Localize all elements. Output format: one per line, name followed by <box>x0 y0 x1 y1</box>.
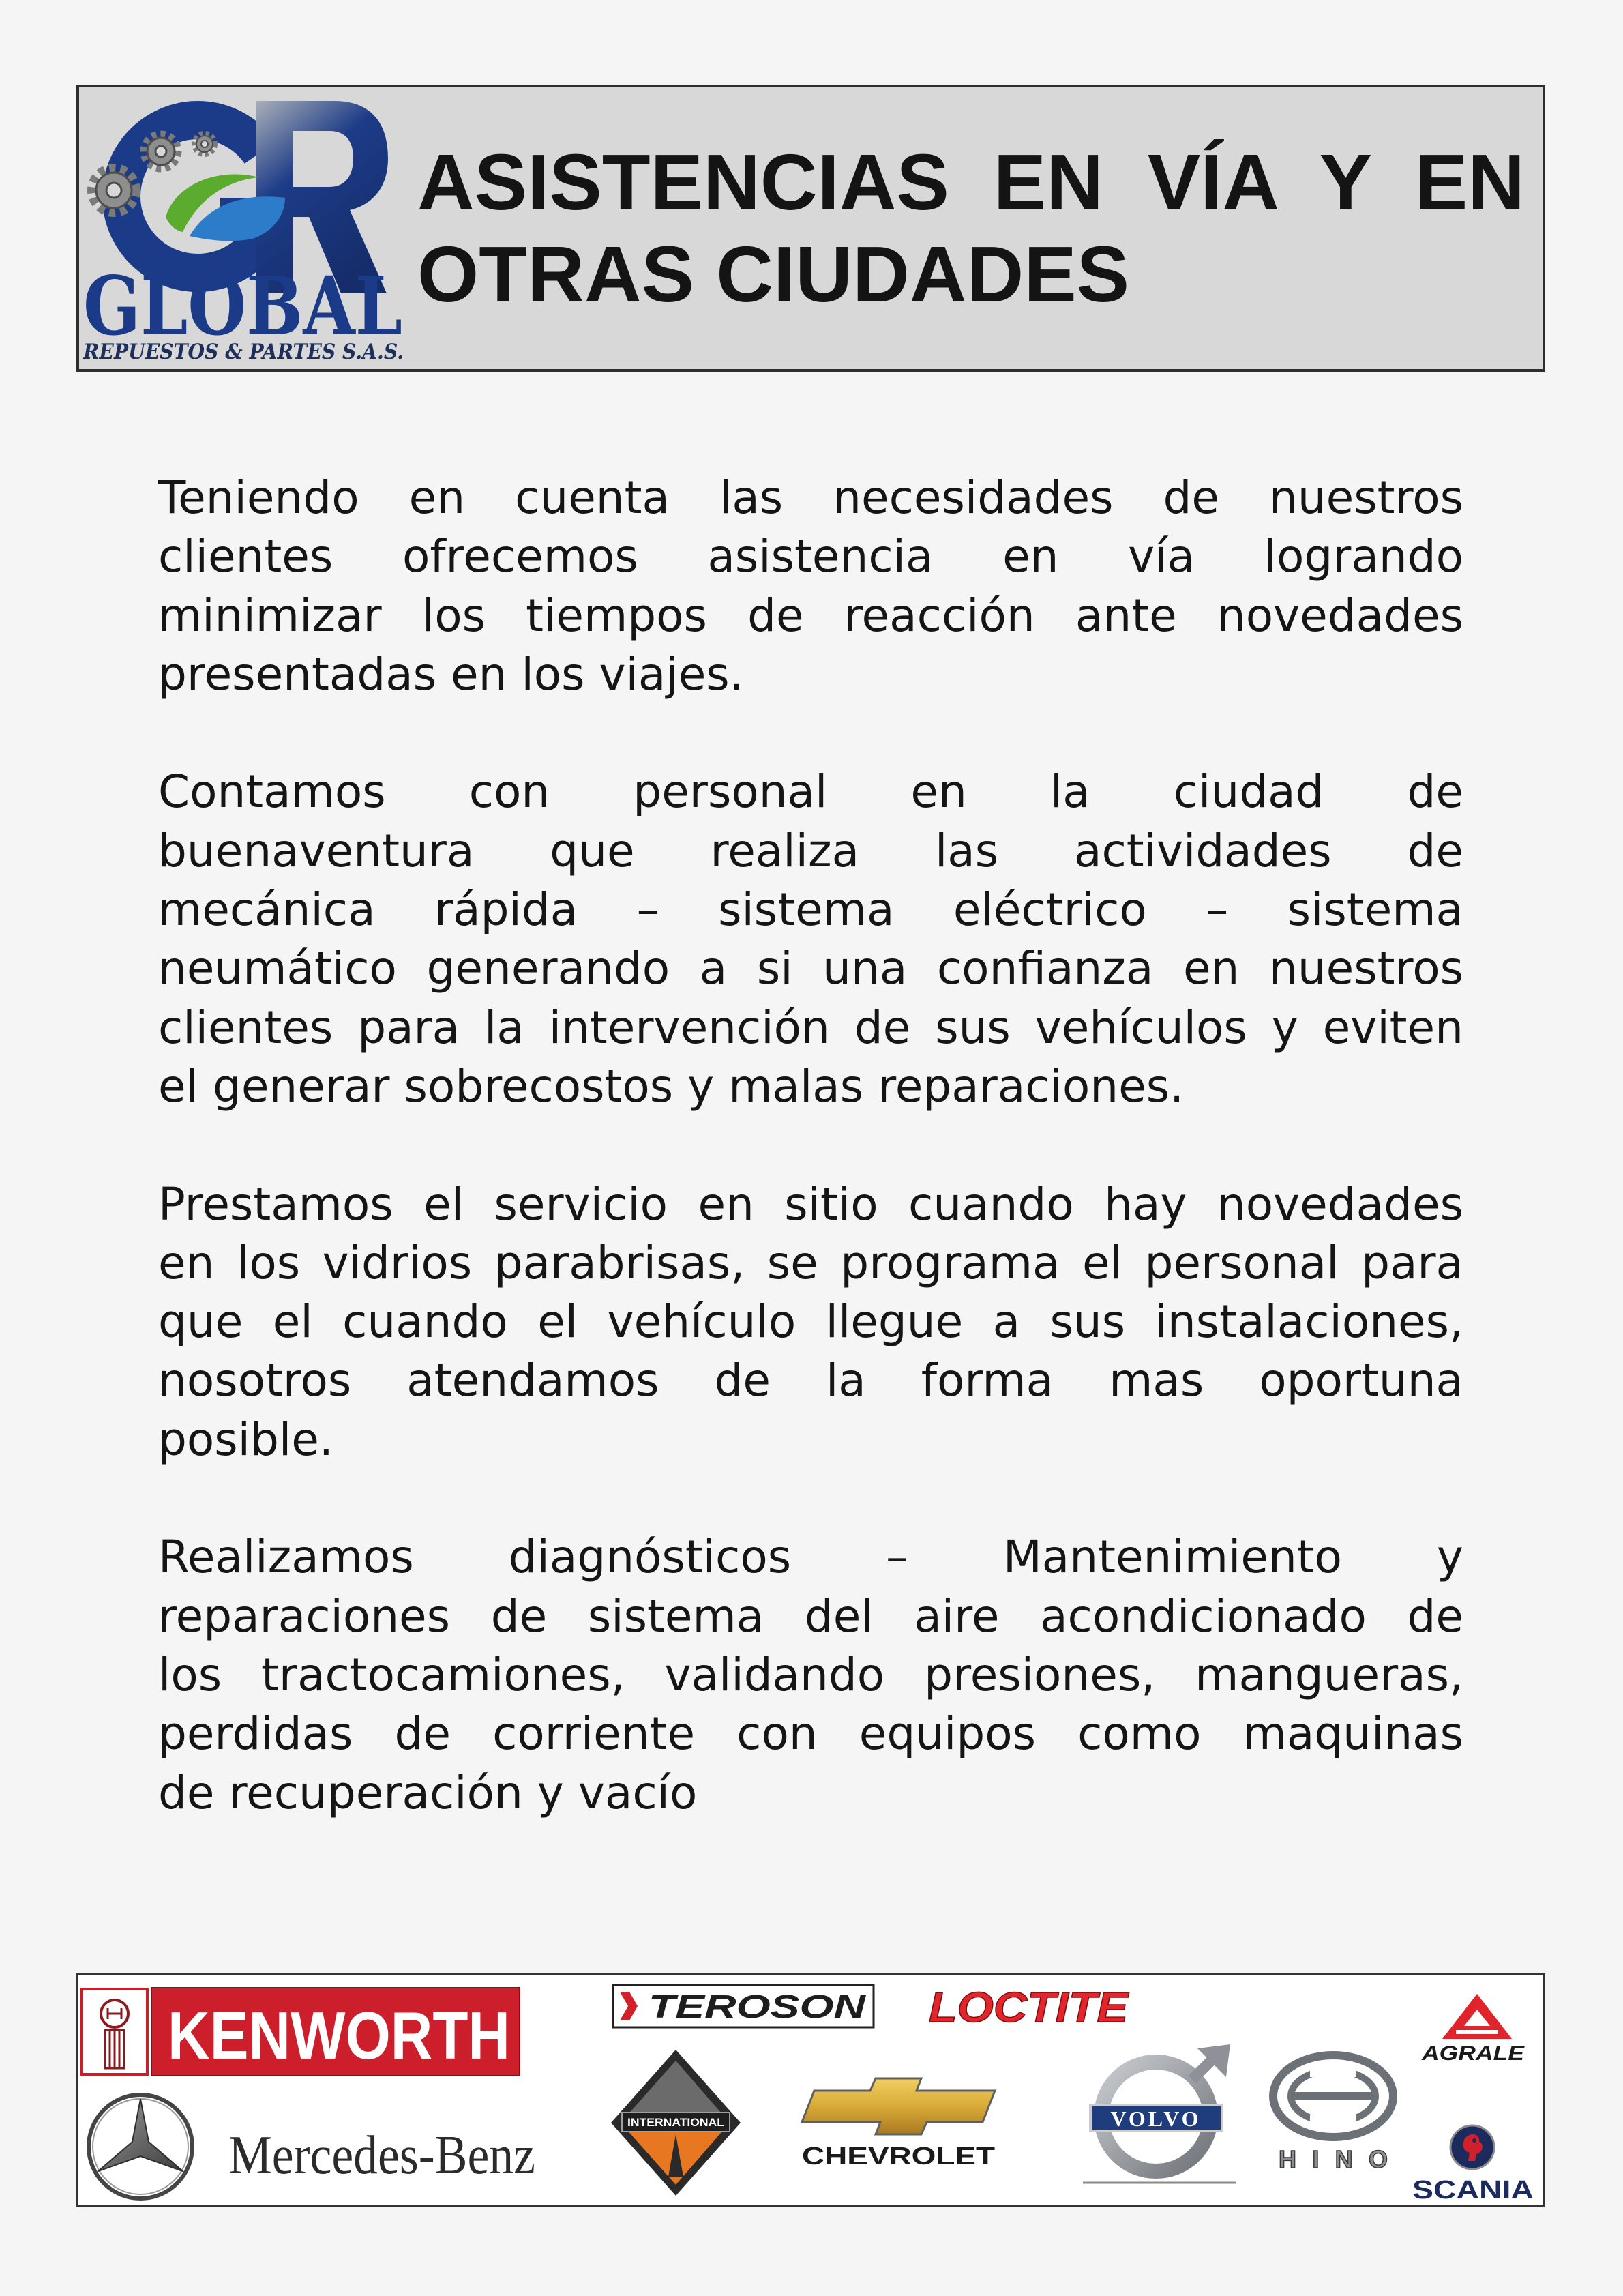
paragraph-asistencia-en-via <box>158 469 1463 704</box>
title-line: OTRAS CIUDADES <box>417 230 1130 319</box>
hino-wordmark: HINO <box>1279 2145 1388 2173</box>
text-line: de recuperación y vacío <box>158 1766 698 1819</box>
agrale-logo <box>1416 1990 1529 2065</box>
chevrolet-logo <box>799 2076 998 2171</box>
gear-icon <box>194 134 215 154</box>
volvo-wordmark: VOLVO <box>1110 2106 1202 2131</box>
page-title <box>417 136 1525 321</box>
loctite-wordmark: LOCTITE <box>929 1984 1129 2031</box>
gr-global-logo <box>80 95 415 368</box>
kenworth-logo <box>80 1988 520 2076</box>
paragraph-personal-buenaventura <box>158 763 1463 1116</box>
agrale-wordmark: AGRALE <box>1420 2042 1525 2065</box>
text-line: reparaciones de sistema del aire acondicionado de <box>158 1589 1463 1643</box>
chevrolet-bowtie-icon <box>802 2078 995 2134</box>
text-line: Contamos con personal en la ciudad de <box>158 765 1463 819</box>
hino-h-icon <box>1291 2092 1375 2100</box>
text-line: Prestamos el servicio en sitio cuando hay novedades <box>158 1177 1463 1231</box>
text-line: que el cuando el vehículo llegue a sus instalaciones, <box>158 1295 1463 1349</box>
text-line: perdidas de corriente con equipos como maquinas <box>158 1707 1463 1761</box>
header-banner <box>76 85 1545 372</box>
mercedes-star-icon <box>83 2091 198 2203</box>
kenworth-wordmark: KENWORTH <box>168 1998 510 2073</box>
text-line: el generar sobrecostos y malas reparaciones. <box>158 1059 1185 1113</box>
volvo-logo <box>1079 2042 1242 2188</box>
loctite-logo <box>926 1984 1137 2031</box>
text-line: buenaventura que realiza las actividades de <box>158 824 1463 877</box>
text-line: neumático generando a si una confianza en nuestros <box>158 942 1463 995</box>
brand-logos-strip <box>76 1973 1545 2207</box>
text-line: presentadas en los viajes. <box>158 647 744 701</box>
chevrolet-wordmark: CHEVROLET <box>802 2142 996 2170</box>
text-line: minimizar los tiempos de reacción ante novedades <box>158 589 1463 642</box>
text-line: nosotros atendamos de la forma mas oportuna <box>158 1354 1463 1407</box>
scania-logo <box>1410 2120 1539 2205</box>
gear-icon <box>144 134 178 168</box>
text-line: los tractocamiones, validando presiones, mangueras, <box>158 1648 1463 1701</box>
hino-logo <box>1266 2048 1403 2175</box>
international-wordmark: INTERNATIONAL <box>627 2116 724 2129</box>
mercedes-benz-text: Mercedes-Benz <box>228 2125 535 2185</box>
text-line: Realizamos diagnósticos – Mantenimiento y <box>158 1531 1463 1584</box>
international-logo <box>611 2050 741 2196</box>
mercedes-benz-wordmark <box>223 2120 544 2188</box>
text-line: en los vidrios parabrisas, se programa el personal para <box>158 1236 1463 1289</box>
text-line: clientes ofrecemos asistencia en vía logrando <box>158 530 1463 583</box>
teroson-logo <box>612 1984 875 2029</box>
body-text <box>158 469 1463 1881</box>
paragraph-aire-acondicionado <box>158 1528 1463 1822</box>
logo-wordmark: GLOBAL <box>83 259 402 353</box>
text-line: clientes para la intervención de sus vehículos y eviten <box>158 1001 1463 1054</box>
text-line: posible. <box>158 1413 333 1466</box>
paragraph-servicio-en-sitio <box>158 1175 1463 1469</box>
teroson-wordmark: TEROSON <box>649 1989 867 2025</box>
logo-tagline: REPUESTOS & PARTES S.A.S. <box>83 340 404 364</box>
title-line: ASISTENCIAS EN VÍA Y EN <box>417 138 1525 226</box>
text-line: Teniendo en cuenta las necesidades de nuestros <box>158 471 1463 524</box>
text-line: mecánica rápida – sistema eléctrico – sistema <box>158 883 1463 937</box>
scania-wordmark: SCANIA <box>1412 2176 1534 2205</box>
